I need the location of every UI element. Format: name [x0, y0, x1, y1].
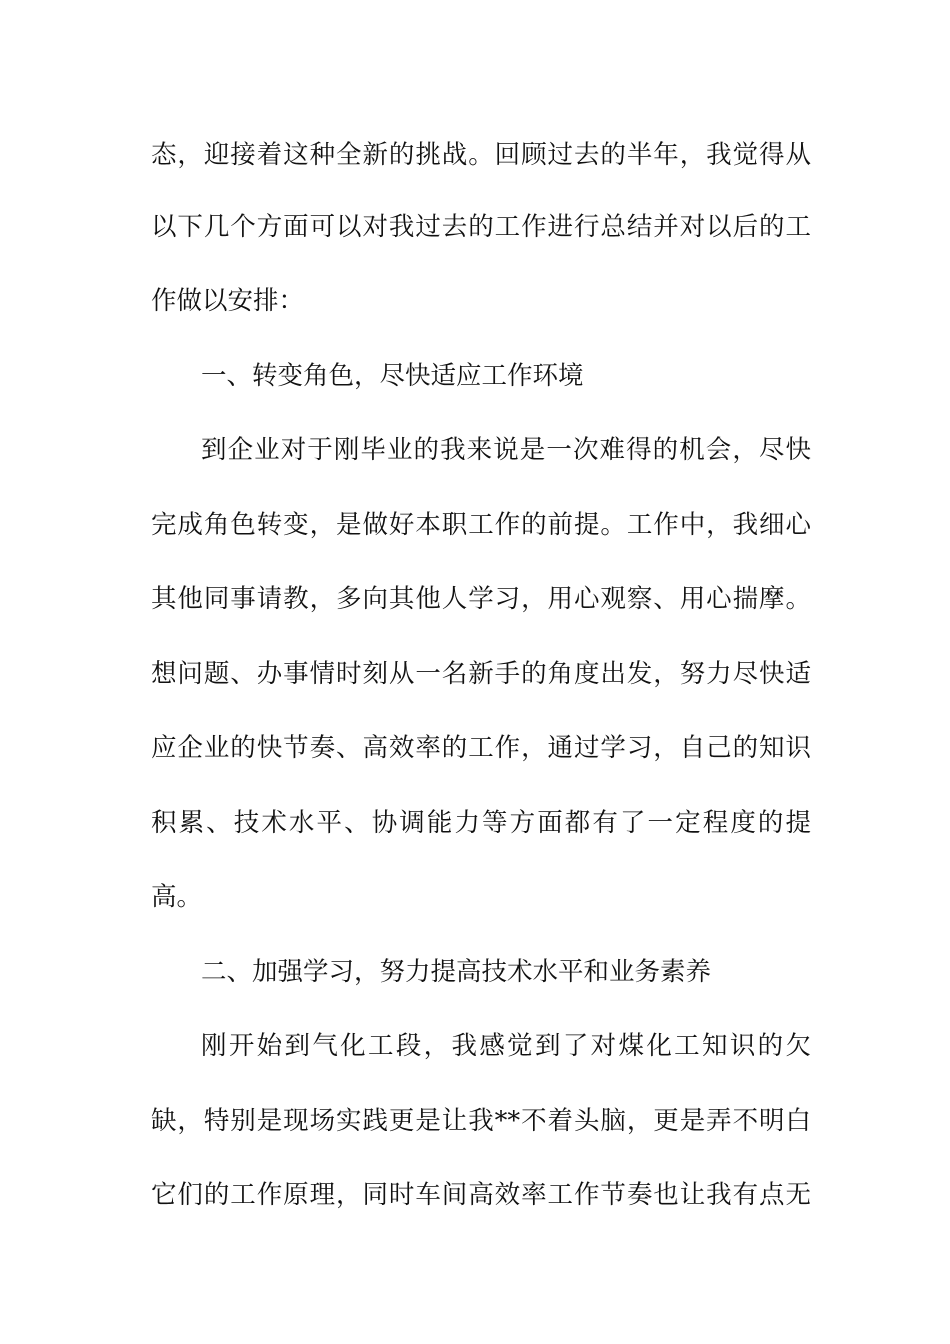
text-line: 缺，特别是现场实践更是让我**不着头脑，更是弄不明白	[151, 1106, 811, 1136]
text-line: 想问题、办事情时刻从一名新手的角度出发，努力尽快适	[151, 659, 811, 689]
text-line: 以下几个方面可以对我过去的工作进行总结并对以后的工	[151, 212, 811, 242]
text-line: 积累、技术水平、协调能力等方面都有了一定程度的提	[151, 808, 811, 838]
section-heading-2: 二、加强学习，努力提高技术水平和业务素养	[201, 957, 712, 987]
text-line: 完成角色转变，是做好本职工作的前提。工作中，我细心	[151, 510, 811, 540]
text-line: 作做以安排：	[151, 286, 305, 316]
text-line: 态，迎接着这种全新的挑战。回顾过去的半年，我觉得从	[151, 140, 811, 170]
text-line: 高。	[151, 882, 203, 912]
text-line: 应企业的快节奏、高效率的工作，通过学习，自己的知识	[151, 733, 811, 763]
text-line: 到企业对于刚毕业的我来说是一次难得的机会，尽快	[201, 435, 811, 465]
text-line: 它们的工作原理，同时车间高效率工作节奏也让我有点无	[151, 1180, 811, 1210]
text-line: 其他同事请教，多向其他人学习，用心观察、用心揣摩。	[151, 584, 811, 614]
section-heading-1: 一、转变角色，尽快适应工作环境	[201, 361, 584, 391]
text-line: 刚开始到气化工段，我感觉到了对煤化工知识的欠	[201, 1031, 811, 1061]
